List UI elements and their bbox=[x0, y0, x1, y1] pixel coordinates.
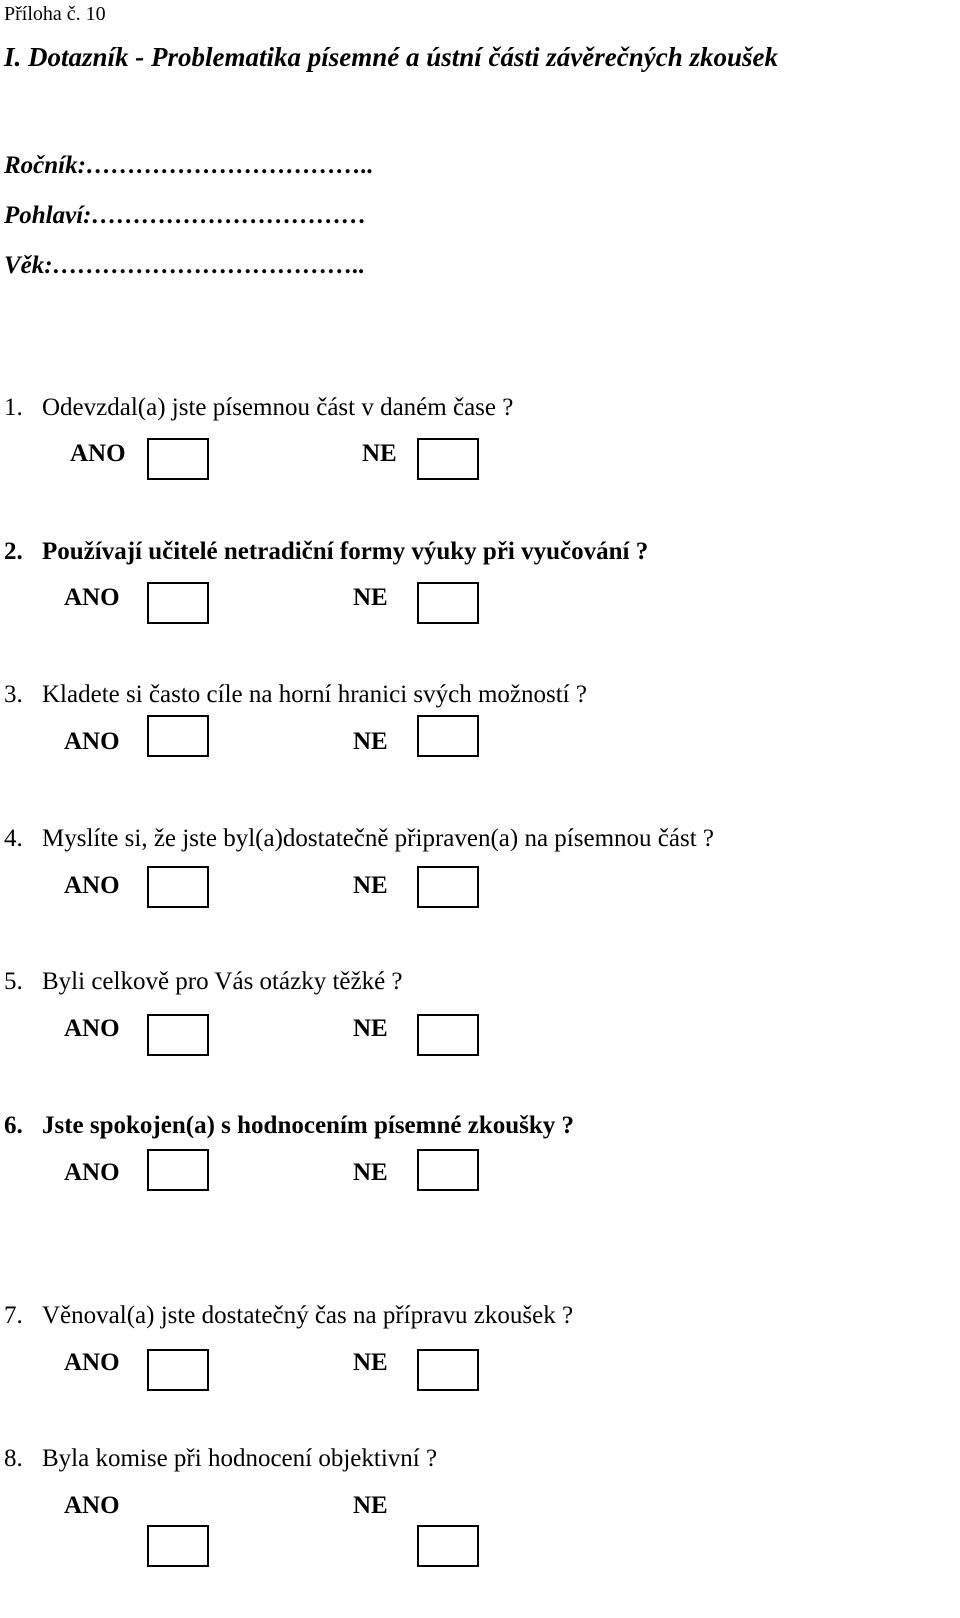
checkbox-q2-no[interactable] bbox=[417, 582, 479, 624]
question-text: Jste spokojen(a) s hodnocením písemné zkoušky ? bbox=[42, 1112, 575, 1139]
question-number: 2. bbox=[4, 538, 23, 565]
option-no-label: NE bbox=[353, 1492, 388, 1519]
field-age[interactable]: Věk:……………………………….. bbox=[4, 252, 366, 279]
checkbox-q6-no[interactable] bbox=[417, 1149, 479, 1191]
checkbox-q4-no[interactable] bbox=[417, 866, 479, 908]
option-yes-label: ANO bbox=[70, 440, 126, 467]
question-text: Věnoval(a) jste dostatečný čas na přípravu zkoušek ? bbox=[42, 1302, 574, 1329]
option-no-label: NE bbox=[353, 872, 388, 899]
question-6 bbox=[4, 1113, 574, 1138]
checkbox-q4-yes[interactable] bbox=[147, 866, 209, 908]
question-text: Používají učitelé netradiční formy výuky při vyučování ? bbox=[42, 538, 649, 565]
checkbox-q5-yes[interactable] bbox=[147, 1014, 209, 1056]
option-yes-label: ANO bbox=[64, 1015, 120, 1042]
question-number: 5. bbox=[4, 968, 23, 995]
question-number: 8. bbox=[4, 1445, 23, 1472]
checkbox-q7-no[interactable] bbox=[417, 1349, 479, 1391]
field-gender[interactable]: Pohlaví:…………………………… bbox=[4, 202, 367, 229]
option-yes-label: ANO bbox=[64, 584, 120, 611]
question-text: Byla komise při hodnocení objektivní ? bbox=[42, 1445, 438, 1472]
page-title: I. Dotazník - Problematika písemné a ústní části závěrečných zkoušek bbox=[4, 42, 779, 72]
question-number: 4. bbox=[4, 825, 23, 852]
question-text: Myslíte si, že jste byl(a)dostatečně připraven(a) na písemnou část ? bbox=[42, 825, 714, 852]
question-5 bbox=[4, 969, 403, 994]
question-text: Byli celkově pro Vás otázky těžké ? bbox=[42, 968, 403, 995]
option-yes-label: ANO bbox=[64, 728, 120, 755]
checkbox-q3-yes[interactable] bbox=[147, 715, 209, 757]
checkbox-q7-yes[interactable] bbox=[147, 1349, 209, 1391]
checkbox-q8-no[interactable] bbox=[417, 1525, 479, 1567]
option-no-label: NE bbox=[353, 1159, 388, 1186]
option-no-label: NE bbox=[353, 584, 388, 611]
question-4 bbox=[4, 826, 714, 851]
question-number: 3. bbox=[4, 681, 23, 708]
option-no-label: NE bbox=[353, 1015, 388, 1042]
question-text: Odevzdal(a) jste písemnou část v daném čase ? bbox=[42, 394, 514, 421]
option-no-label: NE bbox=[362, 440, 397, 467]
question-2 bbox=[4, 539, 648, 564]
checkbox-q1-yes[interactable] bbox=[147, 438, 209, 480]
question-number: 1. bbox=[4, 394, 23, 421]
question-1 bbox=[4, 395, 513, 420]
checkbox-q1-no[interactable] bbox=[417, 438, 479, 480]
question-7 bbox=[4, 1303, 573, 1328]
option-yes-label: ANO bbox=[64, 1159, 120, 1186]
question-text: Kladete si často cíle na horní hranici svých možností ? bbox=[42, 681, 587, 708]
appendix-label: Příloha č. 10 bbox=[4, 3, 106, 25]
checkbox-q3-no[interactable] bbox=[417, 715, 479, 757]
question-3 bbox=[4, 682, 587, 707]
question-number: 6. bbox=[4, 1112, 23, 1139]
option-yes-label: ANO bbox=[64, 1492, 120, 1519]
checkbox-q8-yes[interactable] bbox=[147, 1525, 209, 1567]
option-no-label: NE bbox=[353, 1349, 388, 1376]
checkbox-q6-yes[interactable] bbox=[147, 1149, 209, 1191]
option-yes-label: ANO bbox=[64, 1349, 120, 1376]
checkbox-q5-no[interactable] bbox=[417, 1014, 479, 1056]
option-yes-label: ANO bbox=[64, 872, 120, 899]
field-year[interactable]: Ročník:…………………………….. bbox=[4, 152, 374, 179]
checkbox-q2-yes[interactable] bbox=[147, 582, 209, 624]
option-no-label: NE bbox=[353, 728, 388, 755]
question-8 bbox=[4, 1446, 437, 1471]
question-number: 7. bbox=[4, 1302, 23, 1329]
